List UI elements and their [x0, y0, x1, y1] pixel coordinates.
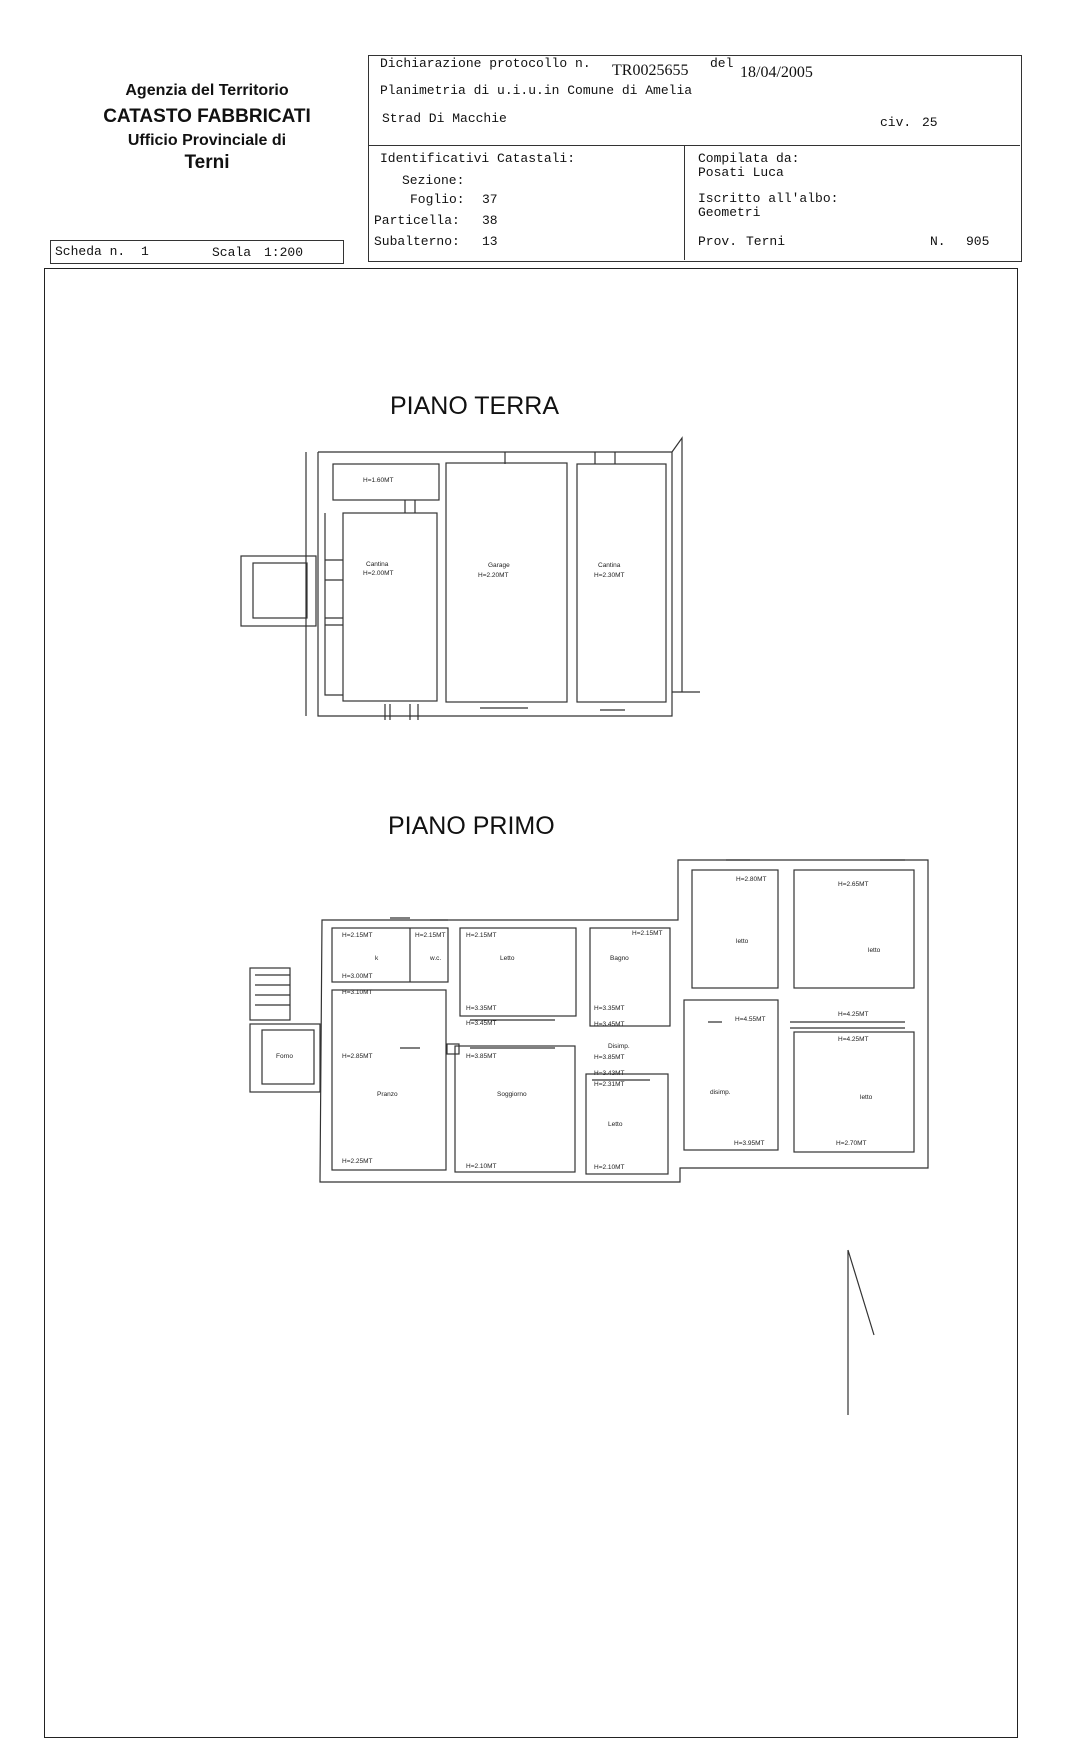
primo-e3: H=4.55MT: [735, 1016, 766, 1023]
civ-label: civ.: [880, 115, 912, 130]
compilata-label: Compilata da:: [698, 151, 800, 166]
compilata-name: Posati Luca: [698, 165, 784, 180]
primo-a3: H=2.15MT: [466, 932, 497, 939]
protocollo-number: TR0025655: [612, 62, 689, 79]
albo-value: Geometri: [698, 205, 761, 220]
identificativi-title: Identificativi Catastali:: [380, 151, 576, 166]
primo-e1: H=2.80MT: [736, 876, 767, 883]
primo-soggiorno: Soggiorno: [497, 1091, 527, 1098]
primo-e5: H=4.25MT: [838, 1036, 869, 1043]
terra-garage-h: H=2.20MT: [478, 572, 509, 579]
primo-wc: w.c.: [430, 955, 442, 962]
sezione-label: Sezione:: [402, 173, 465, 188]
primo-b5: H=3.35MT: [594, 1005, 625, 1012]
agency-name: Agenzia del Territorio: [125, 82, 289, 99]
del-label: del: [710, 56, 734, 71]
primo-disimp2: disimp.: [710, 1089, 731, 1096]
particella-label: Particella:: [374, 213, 460, 228]
piano-primo-title: PIANO PRIMO: [388, 812, 555, 840]
scheda-number: 1: [141, 244, 149, 259]
terra-cantina2-h: H=2.30MT: [594, 572, 625, 579]
primo-a1: H=2.15MT: [342, 932, 373, 939]
primo-e4: H=4.25MT: [838, 1011, 869, 1018]
foglio-value: 37: [482, 192, 498, 207]
primo-d2: H=2.10MT: [466, 1163, 497, 1170]
primo-e2: H=2.65MT: [838, 881, 869, 888]
primo-e6: H=3.95MT: [734, 1140, 765, 1147]
primo-forno: Forno: [276, 1053, 293, 1060]
primo-letto2: Letto: [608, 1121, 623, 1128]
primo-c3: H=3.85MT: [594, 1054, 625, 1061]
protocollo-date: 18/04/2005: [740, 64, 813, 81]
primo-bagno: Bagno: [610, 955, 629, 962]
terra-cantina1: Cantina: [366, 561, 389, 568]
planimetria-line: Planimetria di u.i.u.in Comune di Amelia: [380, 83, 693, 98]
primo-d1: H=2.25MT: [342, 1158, 373, 1165]
primo-letto3: letto: [736, 938, 749, 945]
primo-a4: H=2.15MT: [632, 930, 663, 937]
primo-b3: H=3.35MT: [466, 1005, 497, 1012]
civ-number: 25: [922, 115, 938, 130]
primo-distmp1: Disimp.: [608, 1043, 630, 1050]
primo-c5: H=2.31MT: [594, 1081, 625, 1088]
primo-c4: H=3.43MT: [594, 1070, 625, 1077]
scheda-label: Scheda n.: [55, 244, 126, 259]
primo-letto1: Letto: [500, 955, 515, 962]
terra-garage: Garage: [488, 562, 510, 569]
iscritto-label: Iscritto all'albo:: [698, 191, 839, 206]
primo-e7: H=2.70MT: [836, 1140, 867, 1147]
primo-pranzo: Pranzo: [377, 1091, 398, 1098]
primo-c2: H=3.85MT: [466, 1053, 497, 1060]
scala-label: Scala: [212, 245, 252, 260]
dichiarazione-label: Dichiarazione protocollo n.: [380, 56, 591, 71]
primo-b2: H=3.10MT: [342, 989, 373, 996]
piano-primo-plan: [250, 860, 928, 1182]
primo-k: k: [375, 955, 379, 962]
n-value: 905: [966, 234, 990, 249]
ufficio-label: Ufficio Provinciale di: [127, 132, 287, 149]
prov-value: Terni: [746, 234, 786, 249]
city-label: Terni: [184, 152, 230, 173]
catasto-title: CATASTO FABBRICATI: [103, 106, 311, 127]
primo-letto5: letto: [860, 1094, 873, 1101]
terra-cantina2: Cantina: [598, 562, 621, 569]
particella-value: 38: [482, 213, 498, 228]
subalterno-value: 13: [482, 234, 498, 249]
primo-b6: H=3.45MT: [594, 1021, 625, 1028]
terra-h-top: H=1.60MT: [363, 477, 394, 484]
primo-a2: H=2.15MT: [415, 932, 446, 939]
prov-label: Prov.: [698, 234, 738, 249]
primo-b1: H=3.00MT: [342, 973, 373, 980]
piano-terra-plan: [241, 438, 700, 720]
scala-value: 1:200: [264, 245, 304, 260]
foglio-label: Foglio:: [410, 192, 465, 207]
primo-d3: H=2.10MT: [594, 1164, 625, 1171]
primo-b4: H=3.45MT: [466, 1020, 497, 1027]
n-label: N.: [930, 234, 946, 249]
subalterno-label: Subalterno:: [374, 234, 460, 249]
address: Strad Di Macchie: [382, 111, 507, 126]
primo-c1: H=2.85MT: [342, 1053, 373, 1060]
primo-letto4: letto: [868, 947, 881, 954]
terra-cantina1-h: H=2.00MT: [363, 570, 394, 577]
piano-terra-title: PIANO TERRA: [390, 392, 560, 420]
